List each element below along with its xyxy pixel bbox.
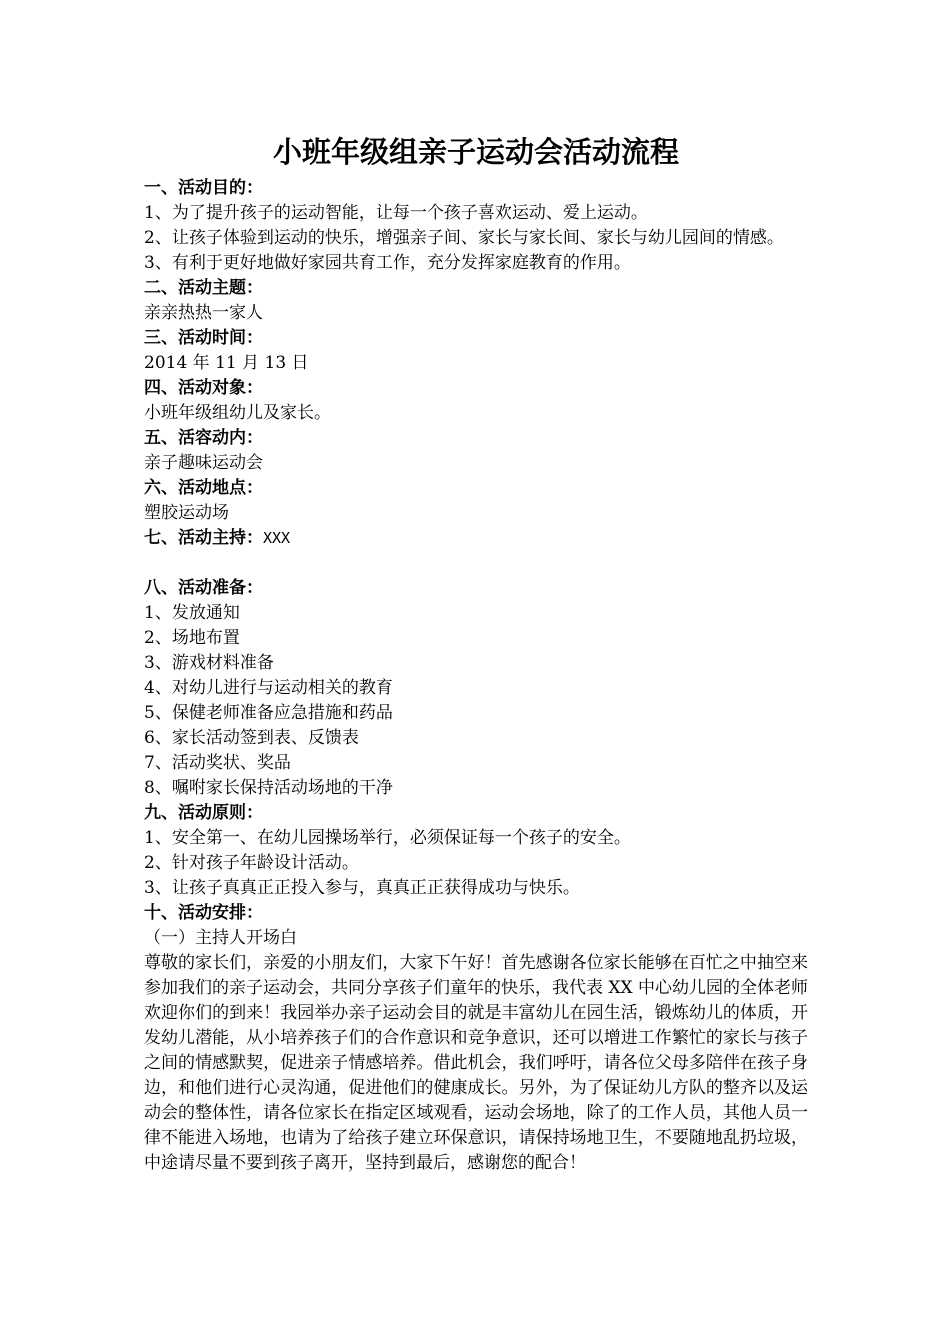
section-heading-location: 六、活动地点：	[144, 478, 263, 498]
purpose-item: 3、有利于更好地做好家园共育工作，充分发挥家庭教育的作用。	[144, 253, 631, 273]
section-heading-time: 三、活动时间：	[144, 328, 263, 348]
purpose-item: 2、让孩子体验到运动的快乐，增强亲子间、家长与家长间、家长与幼儿园间的情感。	[144, 228, 784, 248]
preparation-item: 3、游戏材料准备	[144, 653, 274, 673]
location-value: 塑胶运动场	[144, 503, 229, 523]
principle-item: 1、安全第一、在幼儿园操场举行，必须保证每一个孩子的安全。	[144, 828, 631, 848]
preparation-item: 8、嘱咐家长保持活动场地的干净	[144, 778, 393, 798]
section-heading-preparation: 八、活动准备：	[144, 578, 263, 598]
host-value: XXX	[263, 529, 291, 547]
preparation-item: 5、保健老师准备应急措施和药品	[144, 703, 393, 723]
opening-speech-paragraph: 尊敬的家长们，亲爱的小朋友们，大家下午好！首先感谢各位家长能够在百忙之中抽空来参加我们的亲子运动会，共同分享孩子们童年的快乐，我代表 XX 中心幼儿园的全体老师欢迎你们的到来！我园举办亲子运动会目的就是丰富幼儿在园生活，锻炼幼儿的体质，开发幼儿潜能，从小培养孩子们的合作意识和竞争意识，还可以增进工作繁忙的家长与孩子之间的情感默契，促进亲子情感培养。借此机会，我们呼吁，请各位父母多陪伴在孩子身边，和他们进行心灵沟通，促进他们的健康成长。另外，为了保证幼儿方队的整齐以及运动会的整体性，请各位家长在指定区域观看，运动会场地，除了的工作人员，其他人员一律不能进入场地，也请为了给孩子建立环保意识，请保持场地卫生，不要随地乱扔垃圾，中途请尽量不要到孩子离开，坚持到最后，感谢您的配合！	[144, 953, 809, 1173]
section-heading-audience: 四、活动对象：	[144, 378, 263, 398]
section-heading-theme: 二、活动主题：	[144, 278, 263, 298]
preparation-item: 1、发放通知	[144, 603, 240, 623]
preparation-item: 4、对幼儿进行与运动相关的教育	[144, 678, 393, 698]
document-title: 小班年级组亲子运动会活动流程	[272, 135, 679, 169]
section-heading-purpose: 一、活动目的：	[144, 178, 263, 198]
preparation-item: 2、场地布置	[144, 628, 240, 648]
host-line	[144, 526, 808, 551]
audience-value: 小班年级组幼儿及家长。	[144, 403, 331, 423]
section-heading-arrangement: 十、活动安排：	[144, 903, 263, 923]
section-heading-host: 七、活动主持：	[144, 528, 263, 548]
preparation-item: 7、活动奖状、奖品	[144, 753, 291, 773]
section-heading-principles: 九、活动原则：	[144, 803, 263, 823]
document-body	[144, 128, 808, 1176]
theme-value: 亲亲热热一家人	[144, 303, 263, 323]
principle-item: 3、让孩子真真正正投入参与，真真正正获得成功与快乐。	[144, 878, 580, 898]
principle-item: 2、针对孩子年龄设计活动。	[144, 853, 359, 873]
content-value: 亲子趣味运动会	[144, 453, 263, 473]
section-heading-content: 五、活容动内：	[144, 428, 263, 448]
blank-line	[144, 551, 808, 576]
preparation-item: 6、家长活动签到表、反馈表	[144, 728, 359, 748]
time-value: 2014 年 11 月 13 日	[144, 353, 309, 373]
arrangement-subheading: （一）主持人开场白	[144, 928, 297, 948]
purpose-item: 1、为了提升孩子的运动智能，让每一个孩子喜欢运动、爱上运动。	[144, 203, 648, 223]
